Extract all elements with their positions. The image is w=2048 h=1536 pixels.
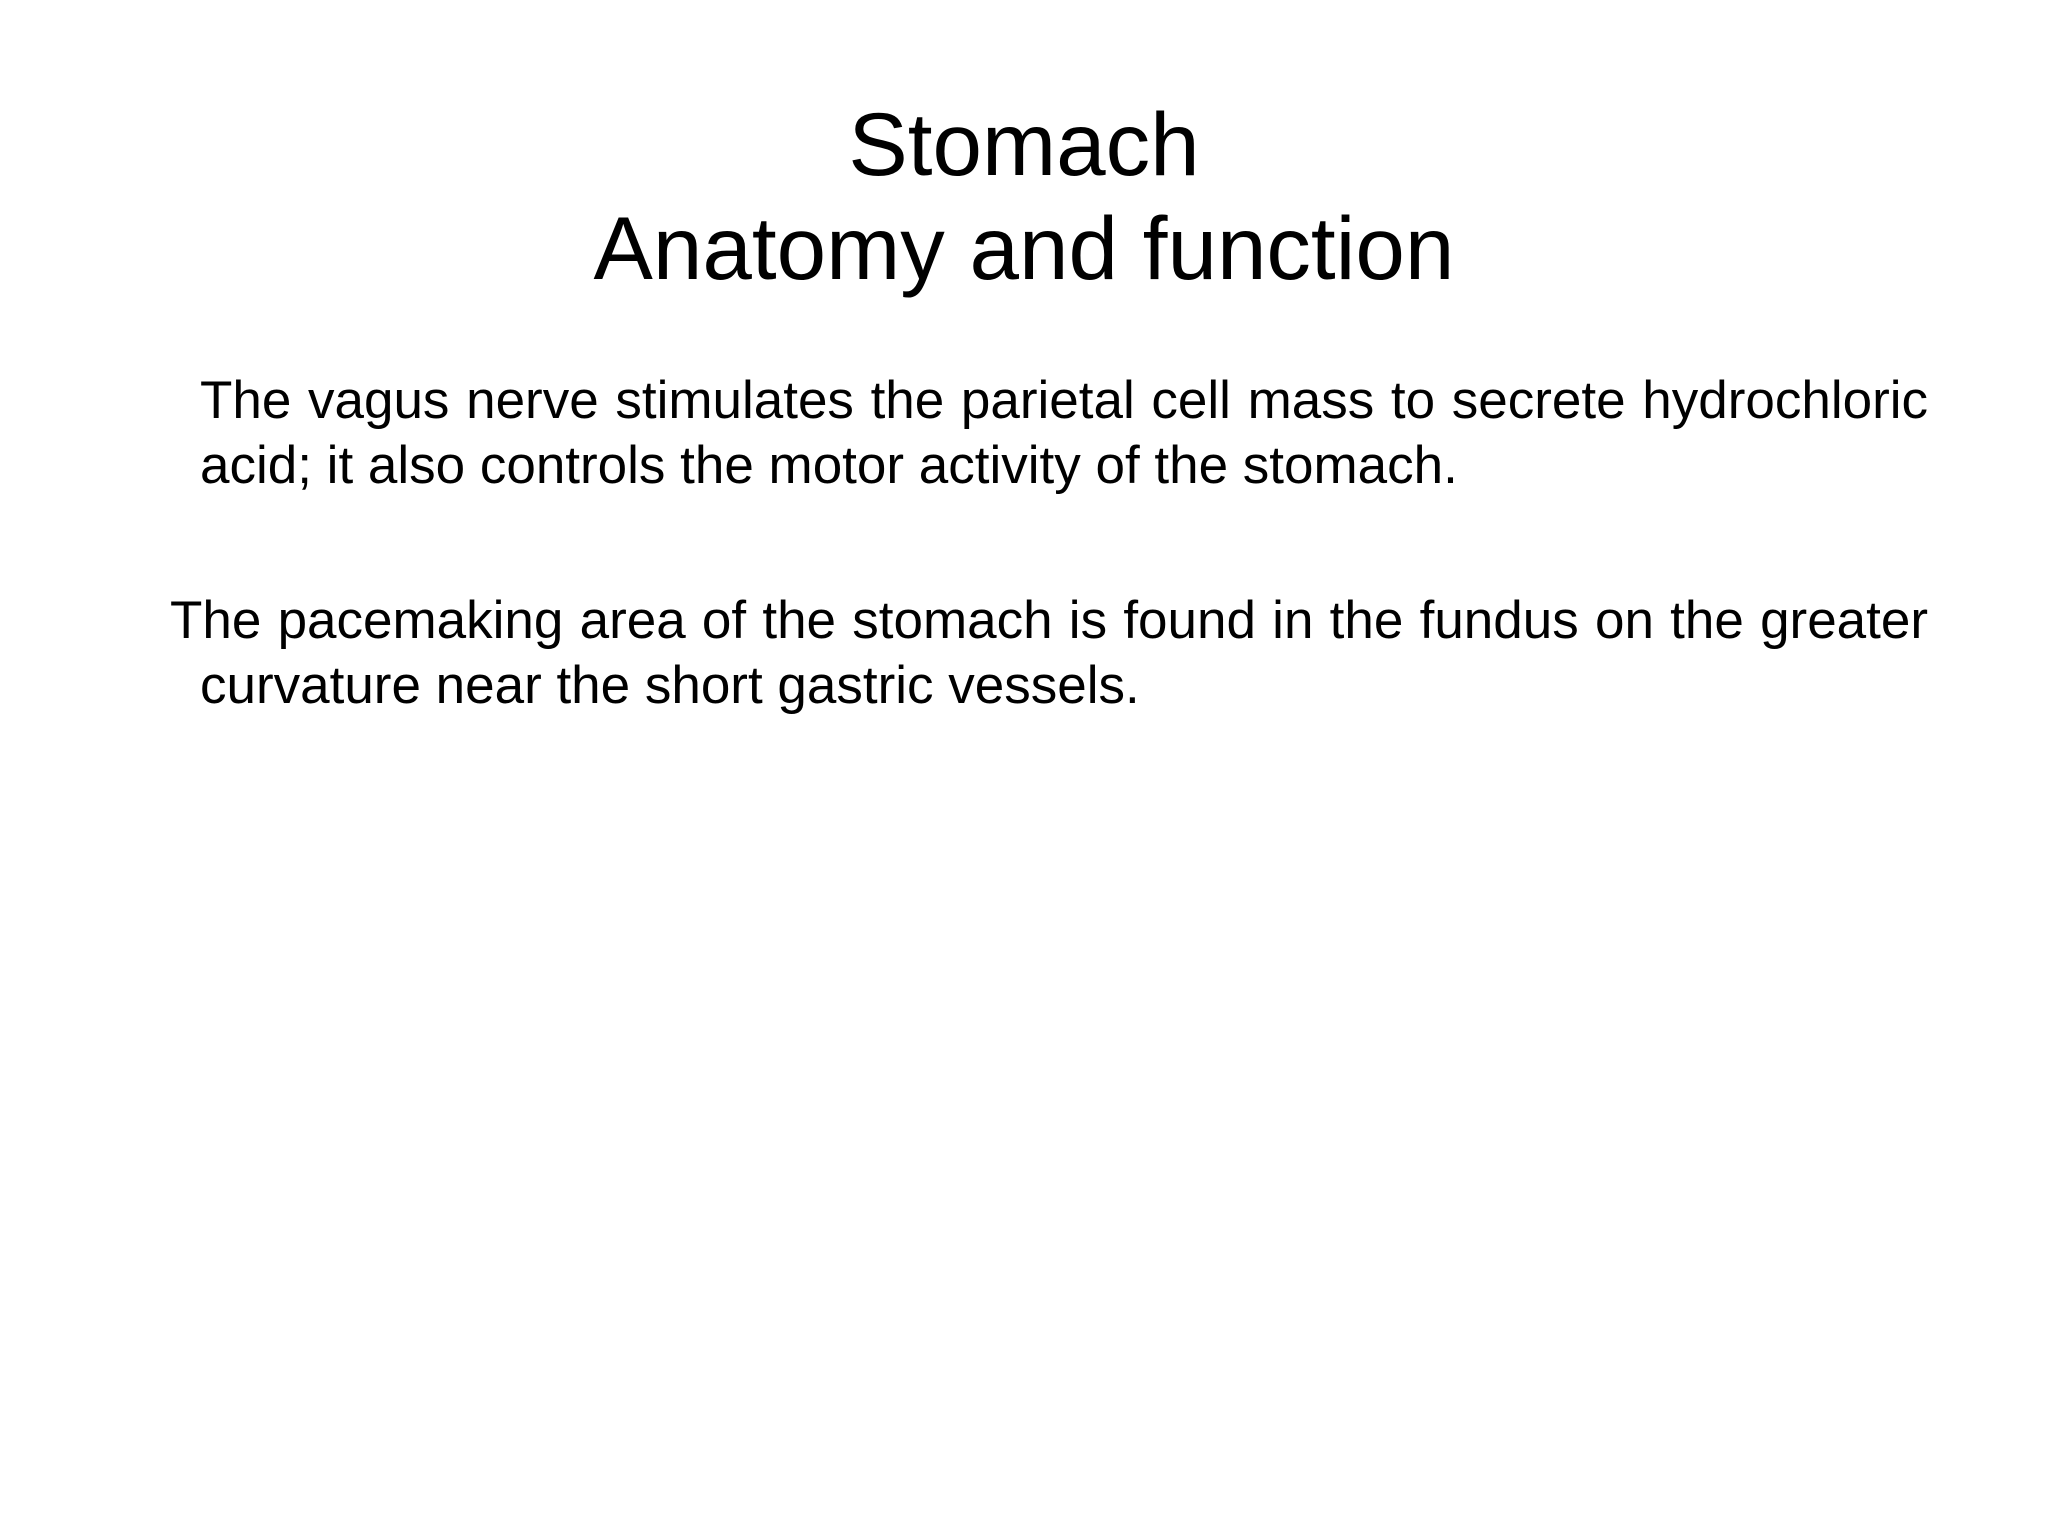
paragraph-vagus-nerve: The vagus nerve stimulates the parietal cell mass to secrete hydrochloric acid; it also controls the motor activity of the stomach. — [200, 371, 1928, 495]
slide-title-line-1: Stomach — [848, 94, 1200, 194]
paragraph-pacemaking-area: The pacemaking area of the stomach is found in the fundus on the greater curvature near the short gastric vessels. — [170, 591, 1928, 715]
slide-title — [0, 92, 2048, 300]
slide-title-line-2: Anatomy and function — [593, 198, 1455, 298]
